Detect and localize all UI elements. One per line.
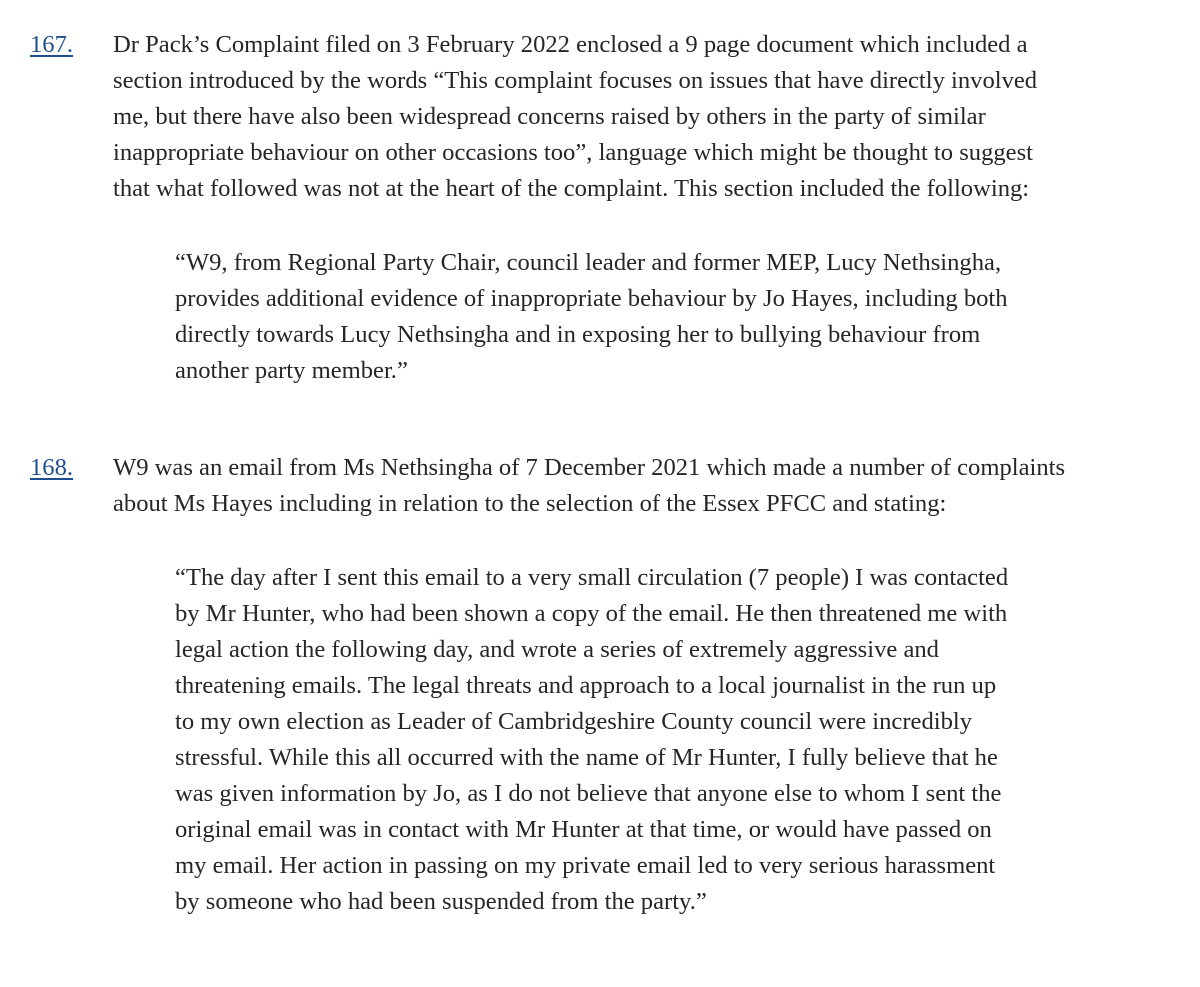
text-line: “The day after I sent this email to a very small circulation (7 people) I was contacted — [175, 564, 1009, 591]
paragraph-168-quote — [175, 560, 1008, 920]
text-line: original email was in contact with Mr Hunter at that time, or would have passed on — [175, 816, 992, 843]
paragraph-168-link[interactable]: 168. — [30, 454, 74, 481]
text-line: my email. Her action in passing on my private email led to very serious harassment — [175, 852, 996, 879]
paragraph-167-link[interactable]: 167. — [30, 31, 74, 58]
text-line: by Mr Hunter, who had been shown a copy of the email. He then threatened me with — [175, 600, 1008, 627]
text-line: stressful. While this all occurred with the name of Mr Hunter, I fully believe that he — [175, 744, 998, 771]
text-line: by someone who had been suspended from the party.” — [175, 888, 707, 915]
text-line: legal action the following day, and wrote a series of extremely aggressive and — [175, 636, 939, 663]
text-line: Dr Pack’s Complaint filed on 3 February 2022 enclosed a 9 page document which included a — [113, 31, 1028, 58]
text-line: threatening emails. The legal threats and approach to a local journalist in the run up — [175, 672, 997, 699]
paragraph-167-text — [113, 27, 1037, 207]
paragraph-167-quote — [175, 245, 1008, 389]
text-line: that what followed was not at the heart of the complaint. This section included the following: — [113, 175, 1030, 202]
text-line: directly towards Lucy Nethsingha and in exposing her to bullying behaviour from — [175, 321, 981, 348]
text-line: “W9, from Regional Party Chair, council leader and former MEP, Lucy Nethsingha, — [175, 249, 1002, 276]
text-line: to my own election as Leader of Cambridgeshire County council were incredibly — [175, 708, 973, 735]
text-line: section introduced by the words “This complaint focuses on issues that have directly involved — [113, 67, 1038, 94]
text-line: me, but there have also been widespread concerns raised by others in the party of similar — [113, 103, 986, 130]
text-line: another party member.” — [175, 357, 408, 384]
paragraph-168-text — [113, 450, 1065, 522]
text-line: inappropriate behaviour on other occasions too”, language which might be thought to suggest — [113, 139, 1033, 166]
text-line: provides additional evidence of inappropriate behaviour by Jo Hayes, including both — [175, 285, 1008, 312]
text-line: about Ms Hayes including in relation to the selection of the Essex PFCC and stating: — [113, 490, 947, 517]
text-line: W9 was an email from Ms Nethsingha of 7 December 2021 which made a number of complaints — [113, 454, 1066, 481]
text-line: was given information by Jo, as I do not believe that anyone else to whom I sent the — [175, 780, 1002, 807]
